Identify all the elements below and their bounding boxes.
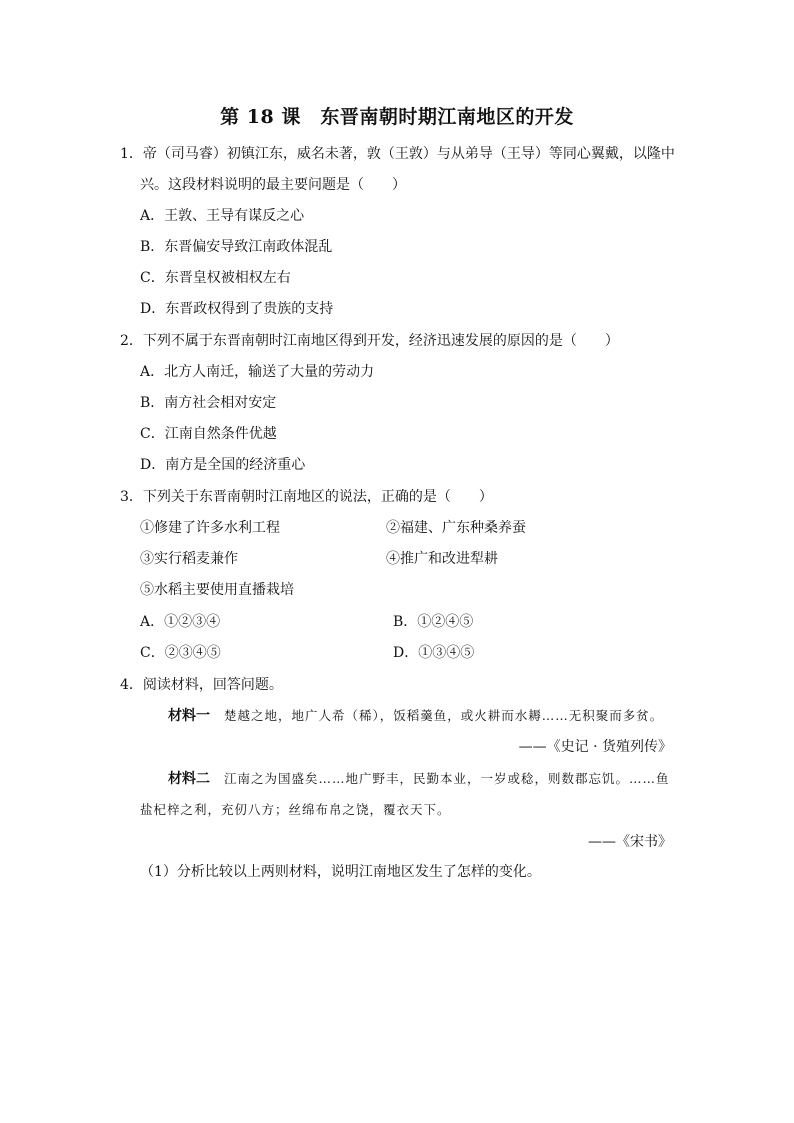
q4-stem: 4．阅读材料，回答问题。 (120, 677, 283, 693)
q3-item-2: ②福建、广东种桑养蚕 (386, 520, 526, 536)
material-1-source: ——《史记 · 货殖列传》 (518, 739, 672, 755)
q1-option-c: C．东晋皇权被相权左右 (140, 270, 291, 286)
q3-item-4: ④推广和改进犁耕 (386, 551, 498, 567)
material-2-paragraph (168, 769, 670, 789)
q3-option-c: C．②③④⑤ (140, 645, 221, 661)
material-2-text-line1: 江南之为国盛矣……地广野丰，民勤本业，一岁或稔，则数郡忘饥。……鱼 (224, 771, 670, 786)
q3-option-d: D．①③④⑤ (393, 645, 475, 661)
q2-option-d: D．南方是全国的经济重心 (140, 457, 306, 473)
q3-item-1: ①修建了许多水利工程 (140, 520, 280, 536)
q2-option-b: B．南方社会相对安定 (140, 395, 277, 411)
material-2-text-line2: 盐杞梓之利，充仞八方；丝绵布帛之饶，覆衣天下。 (140, 802, 451, 817)
q1-option-a: A．王敦、王导有谋反之心 (140, 208, 305, 224)
q2-stem: 2．下列不属于东晋南朝时江南地区得到开发，经济迅速发展的原因的是（ ） (120, 333, 619, 349)
q3-item-3: ③实行稻麦兼作 (140, 551, 238, 567)
q2-option-c: C．江南自然条件优越 (140, 426, 277, 442)
q1-option-b: B．东晋偏安导致江南政体混乱 (140, 239, 333, 255)
q1-stem-line1: 1．帝（司马睿）初镇江东，威名未著，敦（王敦）与从弟导（王导）等同心翼戴，以隆中 (120, 146, 675, 162)
q4-subquestion-1: （1）分析比较以上两则材料，说明江南地区发生了怎样的变化。 (140, 864, 541, 880)
material-1-text: 楚越之地，地广人希（稀），饭稻羹鱼，或火耕而水耨……无积聚而多贫。 (224, 708, 664, 723)
q3-item-5: ⑤水稻主要使用直播栽培 (140, 582, 294, 598)
material-1-paragraph (168, 706, 663, 726)
q1-stem-line2: 兴。这段材料说明的最主要问题是（ ） (140, 177, 406, 193)
q3-stem: 3．下列关于东晋南朝时江南地区的说法，正确的是（ ） (120, 489, 493, 505)
material-2-label: 材料二 (168, 771, 210, 787)
q3-option-a: A．①②③④ (140, 614, 221, 630)
q3-option-b: B．①②④⑤ (393, 614, 474, 630)
page-title: 第 18 课 东晋南朝时期江南地区的开发 (220, 106, 574, 128)
material-1-label: 材料一 (168, 708, 210, 724)
q2-option-a: A．北方人南迁，输送了大量的劳动力 (140, 364, 375, 380)
q1-option-d: D．东晋政权得到了贵族的支持 (140, 301, 334, 317)
material-2-source: ——《宋书》 (588, 834, 672, 850)
